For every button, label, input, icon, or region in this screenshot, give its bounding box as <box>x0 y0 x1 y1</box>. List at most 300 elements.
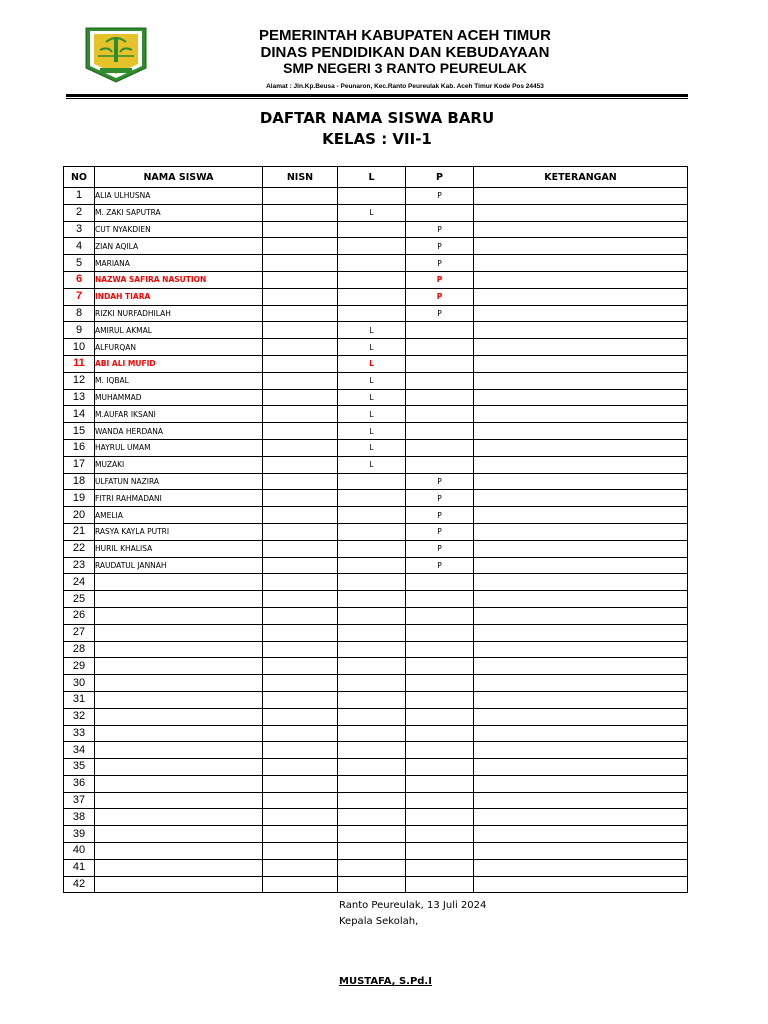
student-nisn <box>263 658 338 675</box>
keterangan <box>474 775 688 792</box>
header-divider <box>66 94 688 97</box>
student-name: AMELIA <box>95 507 263 524</box>
gender-p <box>406 423 474 440</box>
student-name: ULFATUN NAZIRA <box>95 473 263 490</box>
gender-p <box>406 406 474 423</box>
gender-l <box>338 675 406 692</box>
keterangan <box>474 725 688 742</box>
keterangan <box>474 574 688 591</box>
col-header-no: NO <box>64 167 95 188</box>
student-name: M. ZAKI SAPUTRA <box>95 204 263 221</box>
gender-p <box>406 708 474 725</box>
student-nisn <box>263 792 338 809</box>
table-row <box>64 389 688 406</box>
gender-l <box>338 574 406 591</box>
student-name: HURIL KHALISA <box>95 540 263 557</box>
gender-l: L <box>338 372 406 389</box>
table-row <box>64 439 688 456</box>
keterangan <box>474 372 688 389</box>
gender-p <box>406 876 474 893</box>
student-nisn <box>263 725 338 742</box>
table-row <box>64 826 688 843</box>
row-number: 42 <box>64 876 95 893</box>
student-nisn <box>263 859 338 876</box>
keterangan <box>474 675 688 692</box>
keterangan <box>474 843 688 860</box>
keterangan <box>474 876 688 893</box>
gender-l <box>338 809 406 826</box>
row-number: 9 <box>64 322 95 339</box>
table-row <box>64 288 688 305</box>
keterangan <box>474 473 688 490</box>
gender-p <box>406 826 474 843</box>
student-name: M.AUFAR IKSANI <box>95 406 263 423</box>
student-name <box>95 658 263 675</box>
student-table <box>63 166 688 893</box>
col-header-nisn: NISN <box>263 167 338 188</box>
keterangan <box>474 204 688 221</box>
student-nisn <box>263 221 338 238</box>
table-row <box>64 792 688 809</box>
student-name <box>95 809 263 826</box>
header-agency: DINAS PENDIDIKAN DAN KEBUDAYAAN <box>260 44 550 61</box>
student-nisn <box>263 204 338 221</box>
gender-l <box>338 792 406 809</box>
table-row <box>64 305 688 322</box>
student-name: WANDA HERDANA <box>95 423 263 440</box>
student-name: ALIA ULHUSNA <box>95 188 263 205</box>
student-nisn <box>263 742 338 759</box>
student-nisn <box>263 305 338 322</box>
student-nisn <box>263 339 338 356</box>
row-number: 23 <box>64 557 95 574</box>
row-number: 27 <box>64 624 95 641</box>
keterangan <box>474 221 688 238</box>
gender-p: P <box>406 473 474 490</box>
signature-role: Kepala Sekolah, <box>339 916 419 927</box>
student-nisn <box>263 540 338 557</box>
student-nisn <box>263 691 338 708</box>
gender-p: P <box>406 221 474 238</box>
table-row <box>64 339 688 356</box>
keterangan <box>474 507 688 524</box>
row-number: 37 <box>64 792 95 809</box>
keterangan <box>474 322 688 339</box>
row-number: 15 <box>64 423 95 440</box>
keterangan <box>474 439 688 456</box>
student-nisn <box>263 876 338 893</box>
student-name: ZIAN AQILA <box>95 238 263 255</box>
gender-l <box>338 591 406 608</box>
table-row <box>64 742 688 759</box>
table-row <box>64 843 688 860</box>
table-row <box>64 624 688 641</box>
student-name: MUZAKI <box>95 456 263 473</box>
table-row <box>64 876 688 893</box>
student-nisn <box>263 238 338 255</box>
gender-l <box>338 271 406 288</box>
row-number: 32 <box>64 708 95 725</box>
header-address: Alamat : Jln.Kp.Beusa - Peunaron, Kec.Ranto Peureulak Kab. Aceh Timur Kode Pos 24453 <box>266 83 544 90</box>
gender-p: P <box>406 557 474 574</box>
student-name: RASYA KAYLA PUTRI <box>95 523 263 540</box>
keterangan <box>474 255 688 272</box>
keterangan <box>474 691 688 708</box>
student-name <box>95 759 263 776</box>
row-number: 3 <box>64 221 95 238</box>
student-nisn <box>263 439 338 456</box>
gender-l <box>338 843 406 860</box>
student-name: FITRI RAHMADANI <box>95 490 263 507</box>
gender-p: P <box>406 288 474 305</box>
row-number: 39 <box>64 826 95 843</box>
row-number: 30 <box>64 675 95 692</box>
gender-l <box>338 624 406 641</box>
gender-p <box>406 574 474 591</box>
keterangan <box>474 305 688 322</box>
row-number: 35 <box>64 759 95 776</box>
gender-p <box>406 624 474 641</box>
gender-p <box>406 843 474 860</box>
page-title: DAFTAR NAMA SISWA BARU <box>259 109 495 127</box>
student-name: MARIANA <box>95 255 263 272</box>
row-number: 10 <box>64 339 95 356</box>
student-name: M. IQBAL <box>95 372 263 389</box>
table-row <box>64 675 688 692</box>
gender-p: P <box>406 271 474 288</box>
col-header-name: NAMA SISWA <box>95 167 263 188</box>
gender-l <box>338 725 406 742</box>
keterangan <box>474 271 688 288</box>
keterangan <box>474 658 688 675</box>
gender-l: L <box>338 439 406 456</box>
gender-p <box>406 389 474 406</box>
table-row <box>64 507 688 524</box>
student-nisn <box>263 591 338 608</box>
row-number: 5 <box>64 255 95 272</box>
table-row <box>64 372 688 389</box>
student-nisn <box>263 406 338 423</box>
keterangan <box>474 792 688 809</box>
gender-p <box>406 355 474 372</box>
student-name: ALFURQAN <box>95 339 263 356</box>
gender-p <box>406 691 474 708</box>
student-name: CUT NYAKDIEN <box>95 221 263 238</box>
gender-l: L <box>338 322 406 339</box>
table-row <box>64 759 688 776</box>
gender-l: L <box>338 339 406 356</box>
row-number: 20 <box>64 507 95 524</box>
student-nisn <box>263 759 338 776</box>
gender-p <box>406 658 474 675</box>
gender-l <box>338 523 406 540</box>
keterangan <box>474 859 688 876</box>
student-name <box>95 742 263 759</box>
student-name <box>95 574 263 591</box>
row-number: 2 <box>64 204 95 221</box>
student-nisn <box>263 809 338 826</box>
gender-p <box>406 641 474 658</box>
student-name <box>95 641 263 658</box>
table-row <box>64 574 688 591</box>
student-nisn <box>263 843 338 860</box>
gender-l <box>338 708 406 725</box>
gender-p <box>406 725 474 742</box>
row-number: 41 <box>64 859 95 876</box>
table-row <box>64 322 688 339</box>
table-row <box>64 423 688 440</box>
keterangan <box>474 339 688 356</box>
keterangan <box>474 624 688 641</box>
gender-p: P <box>406 490 474 507</box>
gender-p <box>406 339 474 356</box>
row-number: 18 <box>64 473 95 490</box>
student-nisn <box>263 607 338 624</box>
table-row <box>64 708 688 725</box>
student-nisn <box>263 456 338 473</box>
table-row <box>64 859 688 876</box>
table-row <box>64 490 688 507</box>
gender-p: P <box>406 540 474 557</box>
gender-l <box>338 826 406 843</box>
gender-l <box>338 188 406 205</box>
gender-l: L <box>338 204 406 221</box>
keterangan <box>474 188 688 205</box>
table-row <box>64 658 688 675</box>
row-number: 34 <box>64 742 95 759</box>
table-row <box>64 238 688 255</box>
gender-p <box>406 675 474 692</box>
gender-l <box>338 691 406 708</box>
table-row <box>64 271 688 288</box>
student-nisn <box>263 826 338 843</box>
gender-l: L <box>338 389 406 406</box>
table-row <box>64 641 688 658</box>
gender-l: L <box>338 355 406 372</box>
table-header-row <box>64 167 688 188</box>
gender-p <box>406 759 474 776</box>
gender-l <box>338 255 406 272</box>
student-nisn <box>263 188 338 205</box>
student-name <box>95 691 263 708</box>
row-number: 31 <box>64 691 95 708</box>
keterangan <box>474 591 688 608</box>
student-nisn <box>263 255 338 272</box>
table-row <box>64 355 688 372</box>
row-number: 38 <box>64 809 95 826</box>
student-name <box>95 843 263 860</box>
student-nisn <box>263 557 338 574</box>
row-number: 21 <box>64 523 95 540</box>
row-number: 17 <box>64 456 95 473</box>
student-nisn <box>263 355 338 372</box>
row-number: 19 <box>64 490 95 507</box>
header-divider-thin <box>66 98 688 99</box>
row-number: 22 <box>64 540 95 557</box>
gender-l <box>338 607 406 624</box>
student-name: INDAH TIARA <box>95 288 263 305</box>
table-row <box>64 557 688 574</box>
gender-p <box>406 809 474 826</box>
student-nisn <box>263 507 338 524</box>
gender-l <box>338 490 406 507</box>
table-row <box>64 523 688 540</box>
keterangan <box>474 523 688 540</box>
student-name: HAYRUL UMAM <box>95 439 263 456</box>
table-row <box>64 540 688 557</box>
gender-p <box>406 775 474 792</box>
gender-l <box>338 759 406 776</box>
row-number: 6 <box>64 271 95 288</box>
gender-p <box>406 742 474 759</box>
student-nisn <box>263 574 338 591</box>
row-number: 36 <box>64 775 95 792</box>
gender-l: L <box>338 456 406 473</box>
student-name <box>95 792 263 809</box>
gender-p <box>406 859 474 876</box>
keterangan <box>474 355 688 372</box>
table-row <box>64 691 688 708</box>
student-nisn <box>263 473 338 490</box>
student-nisn <box>263 288 338 305</box>
gender-l <box>338 238 406 255</box>
student-name <box>95 624 263 641</box>
gender-p <box>406 372 474 389</box>
table-row <box>64 188 688 205</box>
student-nisn <box>263 389 338 406</box>
gender-l <box>338 221 406 238</box>
student-nisn <box>263 775 338 792</box>
student-name <box>95 675 263 692</box>
student-nisn <box>263 675 338 692</box>
keterangan <box>474 742 688 759</box>
gender-l <box>338 859 406 876</box>
signature-place-date: Ranto Peureulak, 13 Juli 2024 <box>339 900 487 911</box>
table-row <box>64 406 688 423</box>
keterangan <box>474 826 688 843</box>
row-number: 1 <box>64 188 95 205</box>
student-nisn <box>263 708 338 725</box>
table-row <box>64 221 688 238</box>
keterangan <box>474 490 688 507</box>
student-name <box>95 859 263 876</box>
keterangan <box>474 759 688 776</box>
keterangan <box>474 809 688 826</box>
student-name <box>95 708 263 725</box>
class-title: KELAS : VII-1 <box>322 130 432 148</box>
row-number: 40 <box>64 843 95 860</box>
signature-name: MUSTAFA, S.Pd.I <box>339 976 432 987</box>
gender-l <box>338 288 406 305</box>
student-name <box>95 826 263 843</box>
gender-l <box>338 473 406 490</box>
keterangan <box>474 389 688 406</box>
header-school: SMP NEGERI 3 RANTO PEUREULAK <box>283 60 527 76</box>
student-name: RIZKI NURFADHILAH <box>95 305 263 322</box>
gender-l: L <box>338 423 406 440</box>
header-government: PEMERINTAH KABUPATEN ACEH TIMUR <box>259 27 551 44</box>
row-number: 14 <box>64 406 95 423</box>
keterangan <box>474 540 688 557</box>
row-number: 33 <box>64 725 95 742</box>
row-number: 13 <box>64 389 95 406</box>
table-row <box>64 204 688 221</box>
student-name: RAUDATUL JANNAH <box>95 557 263 574</box>
student-name <box>95 876 263 893</box>
student-nisn <box>263 372 338 389</box>
gender-l <box>338 305 406 322</box>
row-number: 16 <box>64 439 95 456</box>
row-number: 12 <box>64 372 95 389</box>
row-number: 4 <box>64 238 95 255</box>
row-number: 24 <box>64 574 95 591</box>
table-row <box>64 607 688 624</box>
gender-p: P <box>406 507 474 524</box>
gender-l <box>338 775 406 792</box>
col-header-p: P <box>406 167 474 188</box>
student-nisn <box>263 523 338 540</box>
gender-p <box>406 792 474 809</box>
keterangan <box>474 238 688 255</box>
gender-p: P <box>406 523 474 540</box>
row-number: 28 <box>64 641 95 658</box>
table-row <box>64 255 688 272</box>
row-number: 25 <box>64 591 95 608</box>
gender-p: P <box>406 255 474 272</box>
gender-p <box>406 204 474 221</box>
gender-p: P <box>406 238 474 255</box>
keterangan <box>474 708 688 725</box>
keterangan <box>474 288 688 305</box>
keterangan <box>474 607 688 624</box>
table-row <box>64 456 688 473</box>
student-nisn <box>263 322 338 339</box>
keterangan <box>474 641 688 658</box>
table-row <box>64 775 688 792</box>
gender-p: P <box>406 188 474 205</box>
table-row <box>64 591 688 608</box>
student-nisn <box>263 490 338 507</box>
student-nisn <box>263 624 338 641</box>
table-body <box>64 188 688 893</box>
student-name: AMIRUL AKMAL <box>95 322 263 339</box>
gender-l <box>338 540 406 557</box>
row-number: 8 <box>64 305 95 322</box>
table-row <box>64 725 688 742</box>
row-number: 29 <box>64 658 95 675</box>
table-row <box>64 809 688 826</box>
gender-p <box>406 456 474 473</box>
student-nisn <box>263 423 338 440</box>
keterangan <box>474 406 688 423</box>
gender-l <box>338 742 406 759</box>
aceh-timur-crest-icon <box>78 26 154 84</box>
student-name <box>95 725 263 742</box>
gender-p <box>406 607 474 624</box>
gender-p <box>406 439 474 456</box>
gender-p: P <box>406 305 474 322</box>
gender-l <box>338 641 406 658</box>
gender-l: L <box>338 406 406 423</box>
student-name <box>95 591 263 608</box>
student-name: MUHAMMAD <box>95 389 263 406</box>
student-nisn <box>263 641 338 658</box>
gender-p <box>406 591 474 608</box>
table-row <box>64 473 688 490</box>
keterangan <box>474 423 688 440</box>
student-nisn <box>263 271 338 288</box>
student-name: ABI ALI MUFID <box>95 355 263 372</box>
